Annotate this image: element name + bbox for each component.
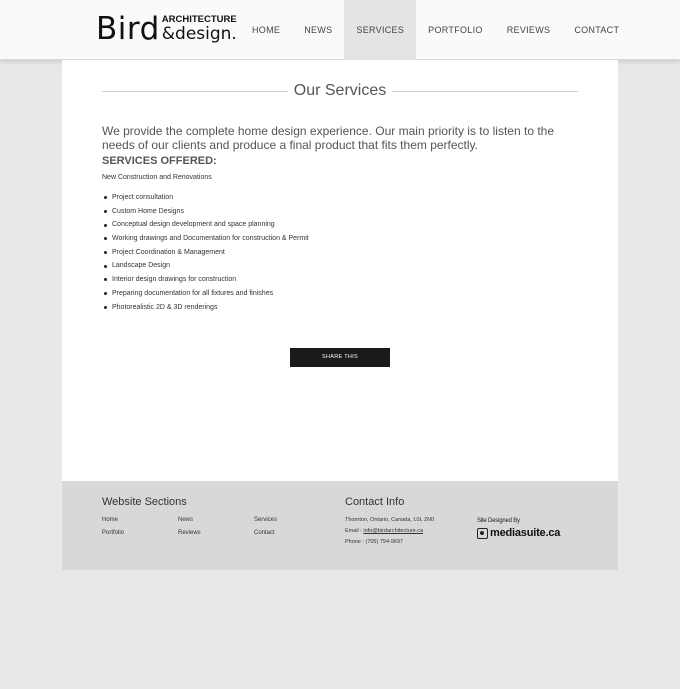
bullet-icon: [104, 224, 107, 227]
nav-portfolio[interactable]: PORTFOLIO: [428, 25, 483, 35]
share-button[interactable]: SHARE THIS: [290, 348, 390, 367]
bullet-icon: [104, 210, 107, 213]
contact-address: Thornton, Ontario, Canada, L0L 2N0: [345, 517, 435, 523]
intro-paragraph: We provide the complete home design experience. Our main priority is to listen to the needs of our clients and produce a final product that fits them perfectly.: [102, 124, 555, 152]
list-item: [102, 273, 309, 287]
nav-contact[interactable]: CONTACT: [574, 25, 620, 35]
page-title: Our Services: [293, 82, 387, 99]
page-title-row: [102, 82, 578, 100]
list-item: [102, 191, 309, 205]
footer-link-contact[interactable]: Contact: [254, 530, 275, 536]
list-item: [102, 259, 309, 273]
main-nav: [240, 0, 631, 60]
service-label: Conceptual design development and space planning: [112, 221, 275, 229]
main-content: [62, 60, 618, 481]
list-item: [102, 205, 309, 219]
title-divider-right: [392, 91, 578, 92]
mediasuite-logo[interactable]: [477, 527, 560, 539]
footer-link-news[interactable]: News: [178, 517, 194, 523]
services-offered-heading: SERVICES OFFERED:: [102, 155, 217, 167]
service-label: Preparing documentation for all fixtures and finishes: [112, 289, 274, 297]
list-item: [102, 287, 309, 301]
list-item: [102, 232, 309, 246]
logo-architecture-text: ARCHITECTURE: [161, 14, 237, 25]
service-label: Landscape Design: [112, 262, 170, 270]
site-credit-label: Site Designed By: [477, 518, 520, 524]
bullet-icon: [104, 196, 107, 199]
contact-email-row: [345, 528, 423, 534]
service-label: Working drawings and Documentation for construction & Permit: [112, 235, 309, 243]
services-list: [102, 191, 309, 314]
bullet-icon: [104, 251, 107, 254]
bullet-icon: [104, 265, 107, 268]
nav-services[interactable]: SERVICES: [344, 0, 416, 60]
bullet-icon: [104, 292, 107, 295]
service-label: Project consultation: [112, 194, 174, 201]
nav-reviews[interactable]: REVIEWS: [506, 25, 551, 35]
list-item: [102, 218, 309, 232]
footer-link-services[interactable]: Services: [254, 517, 278, 523]
service-label: Custom Home Designs: [112, 207, 184, 215]
nav-home[interactable]: HOME: [252, 25, 281, 35]
title-divider-left: [102, 91, 288, 92]
footer-link-home[interactable]: Home: [102, 517, 119, 523]
contact-email-link[interactable]: info@birdarchitecture.ca: [363, 528, 424, 534]
logo-design-text: &design.: [161, 24, 237, 44]
bullet-icon: [104, 237, 107, 240]
footer-link-portfolio[interactable]: Portfolio: [102, 530, 125, 536]
service-label: Project Coordination & Management: [112, 248, 225, 256]
site-logo[interactable]: [96, 12, 237, 48]
contact-phone: Phone : (705) 794-9697: [345, 539, 404, 545]
site-footer: [62, 481, 618, 570]
services-sublabel: New Construction and Renovations: [102, 174, 212, 181]
mediasuite-icon: [477, 528, 488, 539]
website-sections-heading: Website Sections: [102, 496, 187, 508]
nav-news[interactable]: NEWS: [304, 25, 333, 35]
service-label: Interior design drawings for construction: [112, 276, 237, 284]
logo-subtext: [162, 14, 237, 43]
list-item: [102, 301, 309, 315]
service-label: Photorealistic 2D & 3D renderings: [112, 303, 218, 311]
contact-email-label: Email :: [345, 528, 364, 534]
logo-bird-text: Bird: [96, 11, 160, 47]
bullet-icon: [104, 306, 107, 309]
list-item: [102, 246, 309, 260]
bullet-icon: [104, 278, 107, 281]
footer-link-reviews[interactable]: Reviews: [178, 530, 201, 536]
contact-info-heading: Contact Info: [345, 496, 405, 508]
mediasuite-name: mediasuite.ca: [490, 527, 561, 539]
site-header: [0, 0, 680, 60]
